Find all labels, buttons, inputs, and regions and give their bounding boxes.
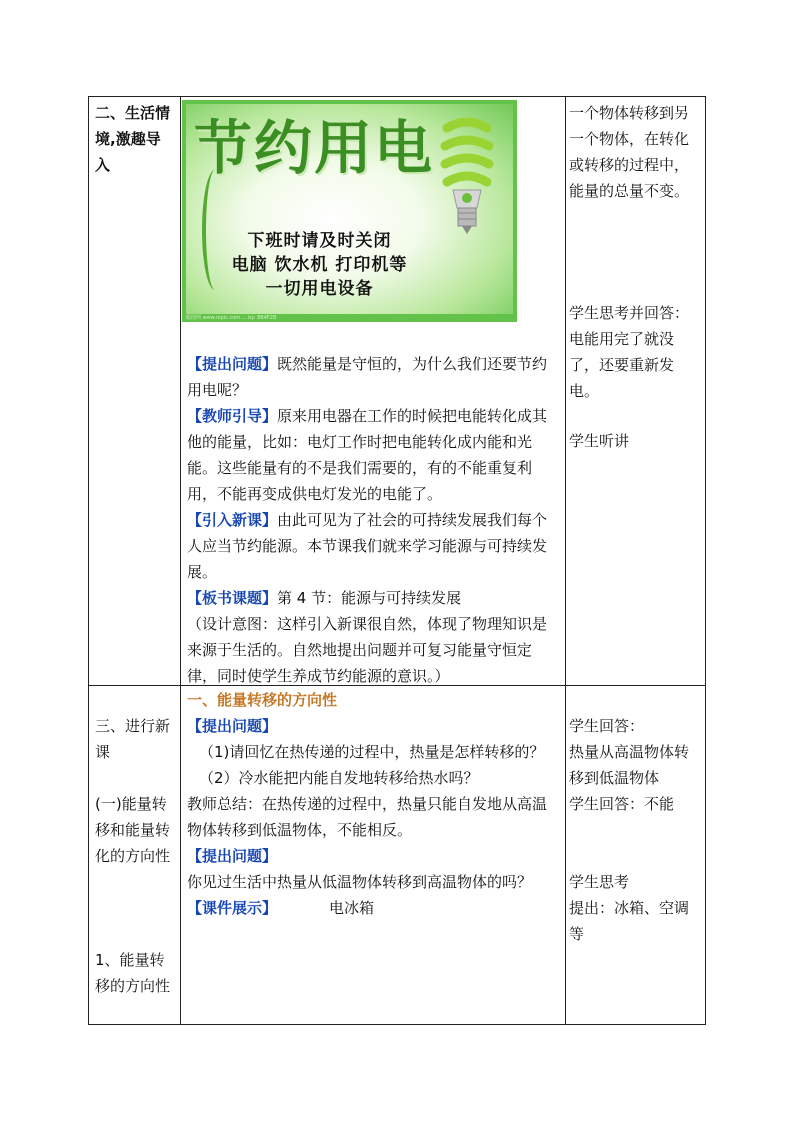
- teacher-summary: 教师总结：在热传递的过程中，热量只能自发地从高温物体转移到低温物体，不能相反。: [187, 795, 548, 839]
- student-answer-3: 学生回答：不能: [569, 795, 675, 813]
- student-propose: 提出：冰箱、空调等: [569, 899, 690, 943]
- banner-watermark: 昵图网 www.nipic.com ... by: 8B4F2B: [186, 315, 277, 321]
- banner-line-3: 一切用电设备: [265, 279, 374, 299]
- design-intent: （设计意图：这样引入新课很自然，体现了物理知识是来源于生活的。自然地提出问题并可复习能量守恒定律，同时使学生养成节约能源的意识。）: [187, 615, 548, 685]
- row1-activities: [187, 351, 559, 689]
- student-answer-1: 学生回答：: [569, 717, 645, 735]
- section-label: (一)能量转移和能量转化的方向性: [95, 795, 171, 865]
- question-tag-2: 【提出问题】: [187, 847, 278, 865]
- student-answer-2: 热量从高温物体转移到低温物体: [569, 743, 690, 787]
- banner-title: 节约用电: [194, 114, 435, 182]
- row2-activities: [187, 687, 559, 921]
- student-response-3: 学生听讲: [569, 432, 630, 450]
- stage-label-2: 三、进行新课: [95, 717, 171, 761]
- student-response-2: 学生思考并回答：电能用完了就没了，还要重新发电。: [569, 304, 690, 400]
- student-think: 学生思考: [569, 873, 630, 891]
- activity-question: 【提出问题】既然能量是守恒的，为什么我们还要节约用电呢？: [187, 355, 548, 399]
- banner-line-2: 电脑 饮水机 打印机等: [231, 255, 408, 275]
- activity-intro: 【引入新课】由此可见为了社会的可持续发展我们每个人应当节约能源。本节课我们就来学习能源与可持续发展。: [187, 511, 548, 581]
- question-1: （1)请回忆在热传递的过程中，热量是怎样转移的？: [199, 743, 545, 761]
- student-response-1: 一个物体转移到另一个物体，在转化或转移的过程中，能量的总量不变。: [569, 104, 690, 200]
- column-divider-1: [180, 97, 181, 1024]
- section-heading: 一、能量转移的方向性: [187, 691, 338, 709]
- banner-line-1: 下班时请及时关闭: [247, 231, 392, 251]
- activity-guide: 【教师引导】原来用电器在工作的时候把电能转化成其他的能量，比如：电灯工作时把电能转化成内能和光能。这些能量有的不是我们需要的，有的不能重复利用，不能再变成供电灯发光的电能了。: [187, 407, 548, 503]
- courseware-line: 【课件展示】 电冰箱: [187, 899, 375, 917]
- column-divider-2: [565, 97, 566, 1024]
- lesson-table: [88, 96, 706, 1025]
- question-tag-1: 【提出问题】: [187, 717, 278, 735]
- stage-label-1: 二、生活情境,激趣导入: [95, 104, 171, 174]
- activity-board: 【板书课题】第 4 节：能源与可持续发展: [187, 589, 462, 607]
- subsection-label: 1、能量转移的方向性: [95, 951, 171, 995]
- question-2: （2）冷水能把内能自发地转移给热水吗？: [199, 769, 479, 787]
- question-3: 你见过生活中热量从低温物体转移到高温物体的吗？: [187, 873, 533, 891]
- save-electricity-banner: [182, 100, 517, 322]
